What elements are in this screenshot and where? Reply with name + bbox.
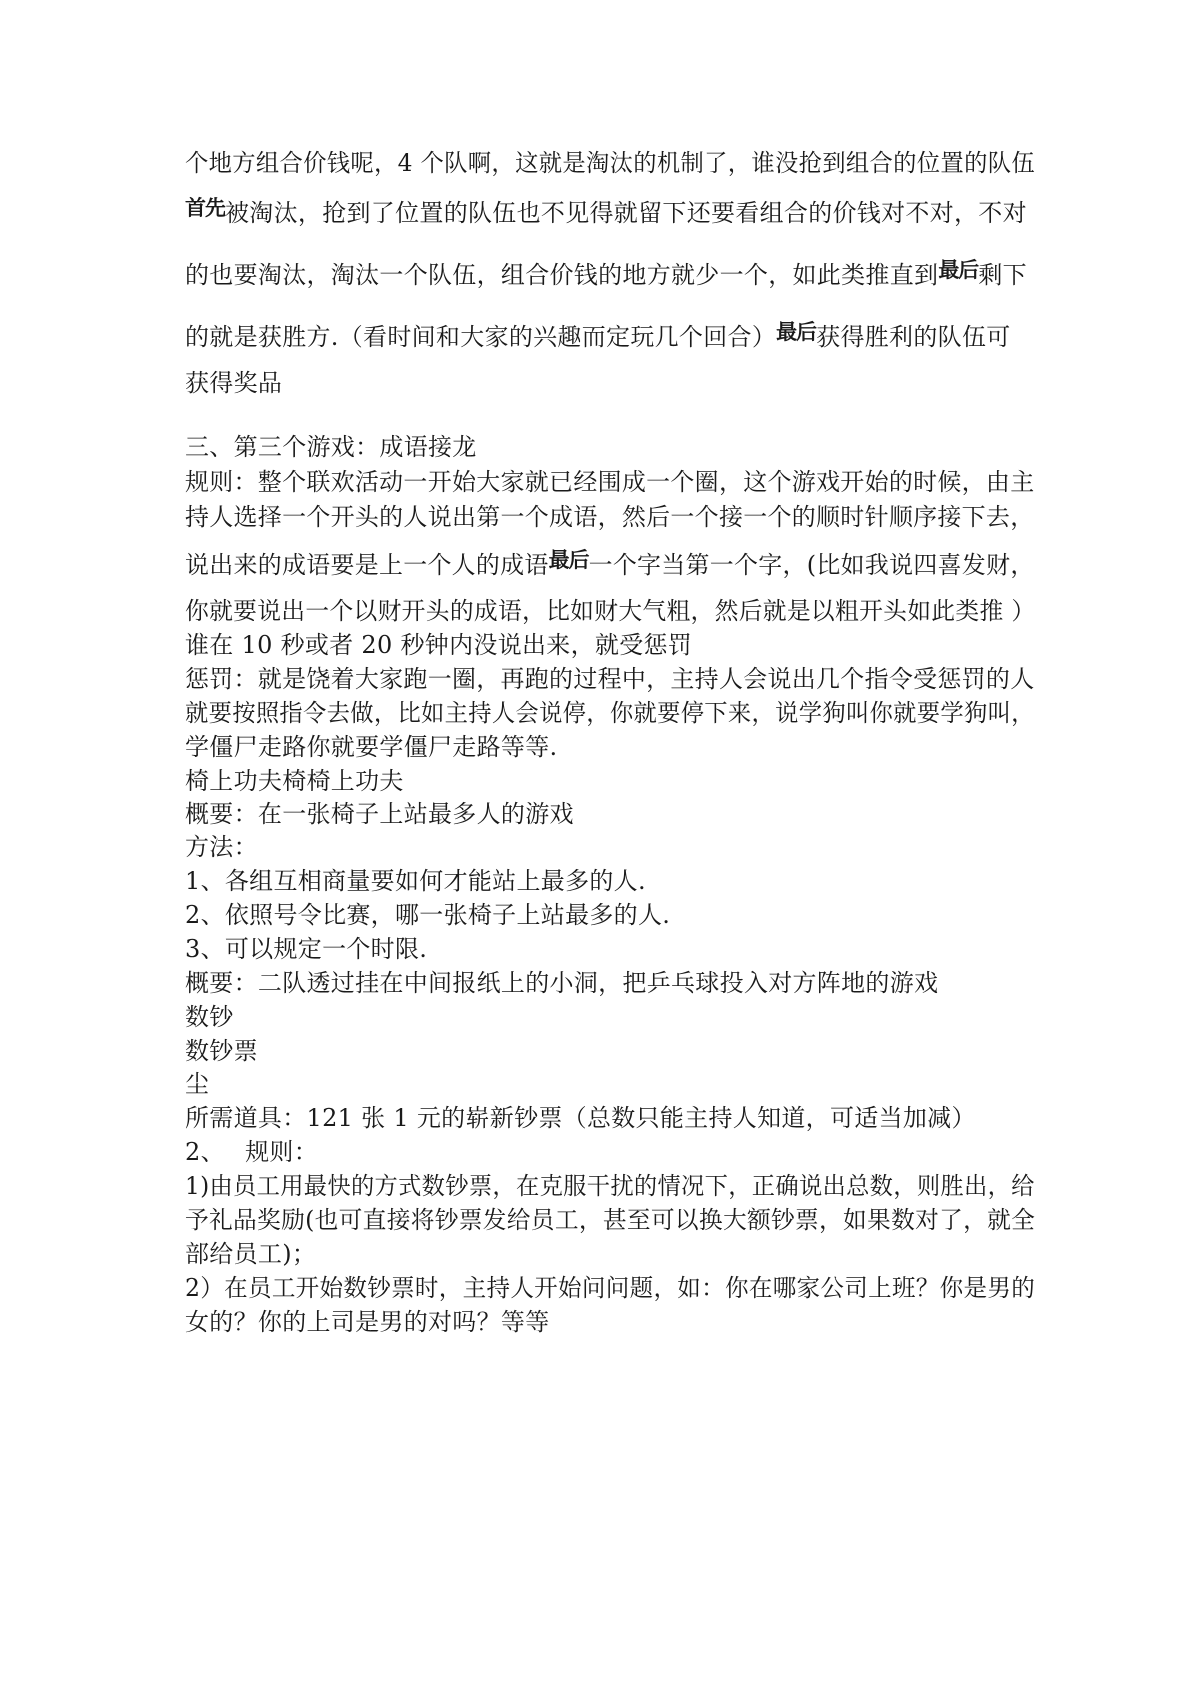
highlight-word: 首先: [185, 196, 225, 220]
text-line: 谁在 10 秒或者 20 秒钟内没说出来，就受惩罚: [185, 631, 693, 659]
highlight-word: 最后: [938, 258, 979, 282]
section-heading: 三、第三个游戏：成语接龙: [185, 433, 477, 461]
text-line: 所需道具：121 张 1 元的崭新钞票（总数只能主持人知道，可适当加减）: [185, 1104, 976, 1132]
text-line: 数钞票: [185, 1037, 258, 1065]
text-line: 部给员工)；: [185, 1240, 317, 1268]
text-line: 的也要淘汰，淘汰一个队伍，组合价钱的地方就少一个，如此类推直到最后剩下: [185, 258, 1027, 289]
text-line: 概要：在一张椅子上站最多人的游戏: [185, 800, 574, 828]
list-item: 3、可以规定一个时限.: [185, 935, 428, 963]
list-item: 1、各组互相商量要如何才能站上最多的人.: [185, 867, 646, 895]
list-item: 2、依照号令比赛，哪一张椅子上站最多的人.: [185, 901, 671, 929]
text-line: 概要：二队透过挂在中间报纸上的小洞，把乒乓球投入对方阵地的游戏: [185, 969, 939, 997]
text-line: 椅上功夫椅椅上功夫: [185, 767, 404, 795]
text-line: 女的？你的上司是男的对吗？等等: [185, 1308, 550, 1336]
text-line: 获得奖品: [185, 369, 283, 397]
text-line: 惩罚：就是饶着大家跑一圈，再跑的过程中，主持人会说出几个指令受惩罚的人: [185, 665, 1035, 693]
text-line: 数钞: [185, 1003, 234, 1031]
text-line: 尘: [185, 1070, 210, 1098]
text-line: 个地方组合价钱呢，4 个队啊，这就是淘汰的机制了，谁没抢到组合的位置的队伍: [185, 149, 1035, 177]
text-line: 1)由员工用最快的方式数钞票，在克服干扰的情况下，正确说出总数，则胜出，给: [185, 1172, 1035, 1200]
text-line: 首先被淘汰，抢到了位置的队伍也不见得就留下还要看组合的价钱对不对，不对: [185, 196, 1027, 227]
text-line: 就要按照指令去做，比如主持人会说停，你就要停下来，说学狗叫你就要学狗叫，: [185, 699, 1035, 727]
text-line: 学僵尸走路你就要学僵尸走路等等.: [185, 733, 558, 761]
text-line: 说出来的成语要是上一个人的成语最后一个字当第一个字，(比如我说四喜发财，: [185, 548, 1035, 579]
highlight-word: 最后: [776, 320, 817, 344]
text-line: 持人选择一个开头的人说出第一个成语，然后一个接一个的顺时针顺序接下去，: [185, 503, 1035, 531]
text-line: 2）在员工开始数钞票时，主持人开始问问题，如：你在哪家公司上班？你是男的: [185, 1274, 1036, 1302]
text-line: 予礼品奖励(也可直接将钞票发给员工，甚至可以换大额钞票，如果数对了，就全: [185, 1206, 1036, 1234]
text-line: 2、 规则：: [185, 1138, 318, 1166]
text-line: 你就要说出一个以财开头的成语，比如财大气粗，然后就是以粗开头如此类推 ）: [185, 597, 1036, 625]
text-line: 的就是获胜方.（看时间和大家的兴趣而定玩几个回合）最后获得胜利的队伍可: [185, 320, 1011, 351]
text-line: 方法：: [185, 833, 258, 861]
text-line: 规则：整个联欢活动一开始大家就已经围成一个圈，这个游戏开始的时候，由主: [185, 468, 1035, 496]
highlight-word: 最后: [548, 548, 589, 572]
